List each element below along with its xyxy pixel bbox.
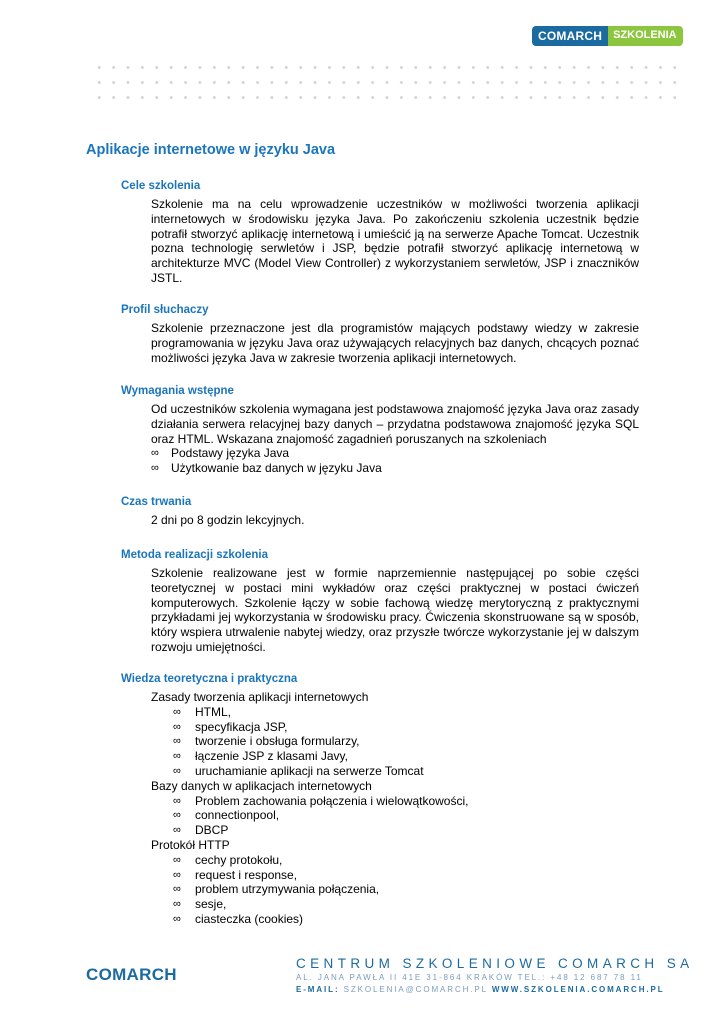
- infinity-bullet-icon: ∞: [173, 883, 181, 896]
- footer-website-link[interactable]: WWW.SZKOLENIA.COMARCH.PL: [491, 985, 665, 994]
- infinity-bullet-icon: ∞: [151, 447, 159, 460]
- infinity-bullet-icon: ∞: [173, 912, 181, 925]
- section-heading: Cele szkolenia: [121, 180, 201, 192]
- list-item: ∞ cechy protokołu,: [173, 852, 283, 867]
- section-heading: Metoda realizacji szkolenia: [121, 549, 269, 561]
- infinity-bullet-icon: ∞: [173, 705, 181, 718]
- infinity-bullet-icon: ∞: [173, 898, 181, 911]
- section-heading: Wiedza teoretyczna i praktyczna: [121, 673, 298, 685]
- topic-group-title: Bazy danych w aplikacjach internetowych: [151, 778, 372, 793]
- infinity-bullet-icon: ∞: [173, 764, 181, 777]
- list-item: ∞ sesje,: [173, 897, 227, 912]
- page-title: Aplikacje internetowe w języku Java: [86, 142, 336, 158]
- section-wymagania: [121, 385, 639, 476]
- footer-center-name: CENTRUM SZKOLENIOWE COMARCH SA: [296, 956, 694, 971]
- logo-brand: COMARCH: [532, 26, 608, 46]
- footer-contact: [296, 985, 665, 994]
- infinity-bullet-icon: ∞: [173, 750, 181, 763]
- logo-badge: SZKOLENIA: [608, 26, 683, 46]
- infinity-bullet-icon: ∞: [151, 462, 159, 475]
- list-item: ∞ Problem zachowania połączenia i wielowątkowości,: [173, 793, 469, 808]
- footer-address: AL. JANA PAWŁA II 41E 31-864 KRAKÓW TEL.: +48 12 687 78 11: [296, 973, 643, 982]
- infinity-bullet-icon: ∞: [173, 853, 181, 866]
- section-text: Szkolenie przeznaczone jest dla programistów mających podstawy wiedzy w zakresie programowania w języku Java oraz używających relacyjnych baz danych, chcących poznać możliwości języka Java w zakresie tworzenia aplikacji internetowych.: [151, 321, 639, 365]
- list-item: ∞ connectionpool,: [173, 808, 280, 823]
- topic-group-title: Zasady tworzenia aplikacji internetowych: [151, 690, 369, 704]
- list-item: ∞ DBCP: [173, 823, 229, 838]
- section-metoda: [121, 549, 639, 655]
- list-item: ∞ uruchamianie aplikacji na serwerze Tomcat: [173, 763, 424, 778]
- section-text: Od uczestników szkolenia wymagana jest podstawowa znajomość języka Java oraz zasady działania serwera relacyjnej bazy danych – przydatna podstawowa znajomość języka SQL oraz HTML. Wskazana znajomość zagadnień poruszanych na szkoleniach: [151, 402, 639, 446]
- section-heading: Wymagania wstępne: [121, 385, 234, 397]
- infinity-bullet-icon: ∞: [173, 868, 181, 881]
- section-text: Szkolenie realizowane jest w formie naprzemiennie następującej po sobie części teoretycznej w postaci mini wykładów oraz części praktycznej w postaci ćwiczeń komputerowych. Szkolenie łączy w sobie fachową wiedzę merytoryczną z praktycznymi przykładami jej wykorzystania w środowisku pracy. Ćwiczenia skonstruowane są w sposób, który wspiera utrwalenie nabytej wiedzy, oraz przyszłe twórcze wykorzystanie jej w dalszym rozwoju umiejętności.: [151, 566, 639, 654]
- list-item: ∞ problem utrzymywania połączenia,: [173, 882, 380, 897]
- section-text: 2 dni po 8 godzin lekcyjnych.: [151, 513, 305, 527]
- section-heading: Czas trwania: [121, 496, 192, 508]
- footer-email-link[interactable]: SZKOLENIA@COMARCH.PL: [343, 985, 488, 994]
- infinity-bullet-icon: ∞: [173, 720, 181, 733]
- section-cele: [121, 180, 639, 286]
- infinity-bullet-icon: ∞: [173, 794, 181, 807]
- footer-logo: COMARCH: [86, 965, 177, 984]
- list-item: ∞ specyfikacja JSP,: [173, 719, 288, 734]
- section-wiedza: [121, 673, 639, 927]
- infinity-bullet-icon: ∞: [173, 809, 181, 822]
- list-item: ∞ request i response,: [173, 867, 298, 882]
- list-item: ∞ Podstawy języka Java: [151, 446, 290, 461]
- list-item: ∞ Użytkowanie baz danych w języku Java: [151, 461, 382, 476]
- topic-group-title: Protokół HTTP: [151, 837, 230, 852]
- infinity-bullet-icon: ∞: [173, 824, 181, 837]
- list-item: ∞ łączenie JSP z klasami Javy,: [173, 749, 348, 764]
- decorative-dot-grid: [92, 60, 676, 108]
- section-profil: [121, 304, 639, 365]
- section-heading: Profil słuchaczy: [121, 304, 209, 316]
- comarch-szkolenia-logo: [532, 26, 683, 46]
- list-item: ∞ HTML,: [173, 704, 231, 719]
- infinity-bullet-icon: ∞: [173, 735, 181, 748]
- footer-email-label: E-MAIL:: [296, 985, 340, 994]
- section-text: Szkolenie ma na celu wprowadzenie uczestników w możliwości tworzenia aplikacji internetowych w środowisku języka Java. Po zakończeniu szkolenia uczestnik będzie potrafił stworzyć aplikację internetową i umieścić ją na serwerze Apache Tomcat. Uczestnik pozna technologię serwletów i JSP, będzie potrafił stworzyć aplikację internetową w architekturze MVC (Model View Controller) z wykorzystaniem serwletów, JSP i znaczników JSTL.: [151, 197, 639, 285]
- list-item: ∞ ciasteczka (cookies): [173, 911, 304, 926]
- section-czas: [121, 496, 639, 528]
- list-item: ∞ tworzenie i obsługa formularzy,: [173, 734, 360, 749]
